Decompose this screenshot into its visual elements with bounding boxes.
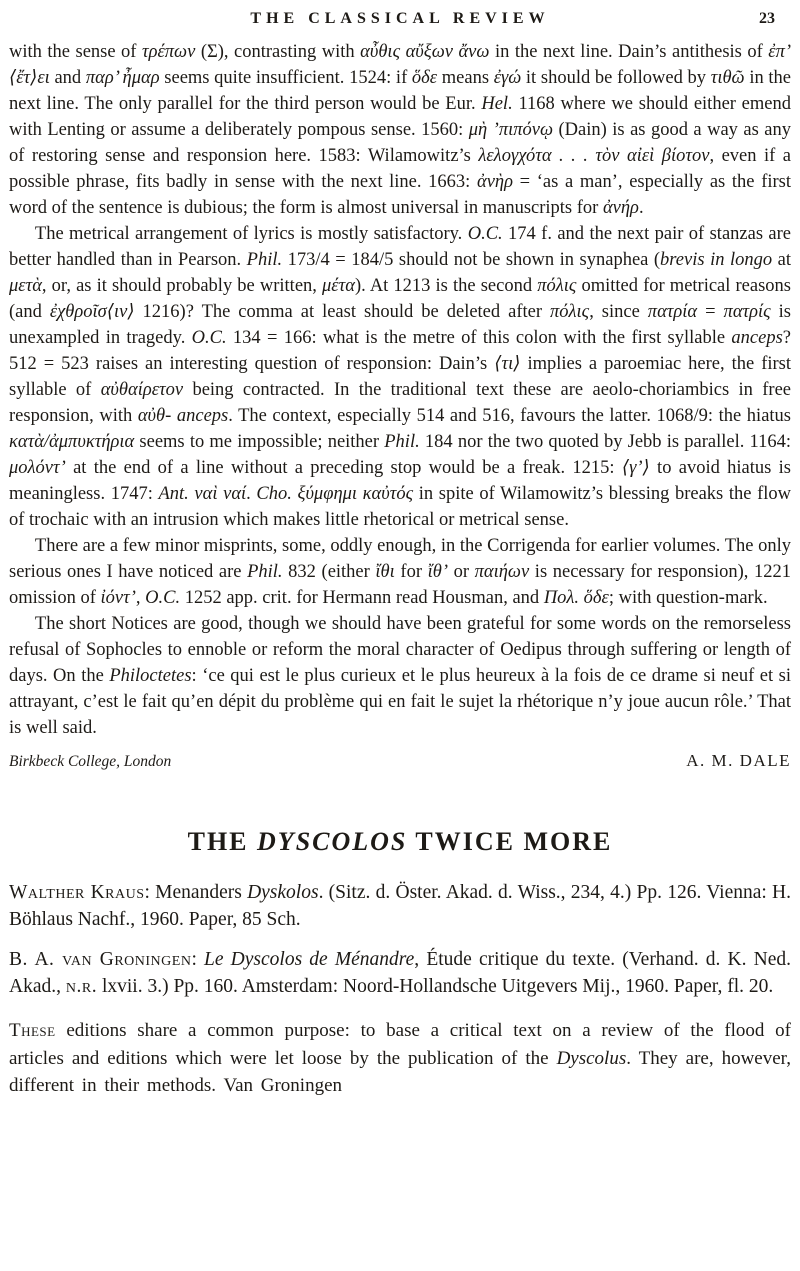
signature-row — [9, 751, 791, 771]
article-heading: THE DYSCOLOS TWICE MORE — [187, 827, 613, 856]
reviewer-name: A. M. DALE — [686, 751, 791, 770]
review-body — [9, 39, 791, 1100]
page-number: 23 — [759, 10, 775, 27]
reviewer-affiliation: Birkbeck College, London — [9, 753, 172, 770]
review-paragraph-4: The short Notices are good, though we should have been grateful for some words on the remorseless refusal of Sophocles to ennoble or reform the moral character of Oedipus through suffering or length of days. On the Philoctetes: ‘ce qui est le plus curieux et le plus heureux à la fois de ce drame si neuf et si attrayant, c’est le fait qu’en dépit du problème qui en fait le sujet la rhétorique n’y joue aucun rôle.’ That is well said. — [9, 614, 792, 738]
review-paragraph-1: with the sense of τρέπων (Σ), contrasting with αὖθις αὔξων ἄνω in the next line. Dain’s antithesis of ἐπ’ ⟨ἔτ⟩ει and παρ’ ἦμαρ seems quite insufficient. 1524: if ὅδε means ἐγώ it should be followed by τιθῶ in the next line. The only parallel for the third person would be Eur. Hel. 1168 where we should either emend with Lenting or assume a deliberately pompous sense. 1560: μὴ ’πιπόνῳ (Dain) is as good a way as any of restoring sense and responsion here. 1583: Wilamowitz’s λελογχότα . . . τὸν αἰεὶ βίοτον, even if a possible phrase, fits badly in sense with the next line. 1663: ἀνὴρ = ‘as a man’, especially as the first word of the sentence is dubious; the form is almost universal in manuscripts for ἀνήρ. — [9, 42, 791, 218]
journal-title: THE CLASSICAL REVIEW — [250, 10, 550, 27]
running-head — [9, 10, 791, 28]
article-opening-paragraph: These editions share a common purpose: to base a critical text on a review of the flood of articles and editions which were let loose by the publication of the Dyscolus. They are, however, different in their methods. Van Groningen — [9, 1020, 791, 1096]
review-paragraph-2: The metrical arrangement of lyrics is mostly satisfactory. O.C. 174 f. and the next pair of stanzas are better handled than in Pearson. Phil. 173/4 = 184/5 should not be shown in synaphea (brevis in longo at μετὰ, or, as it should probably be written, μέτα). At 1213 is the second πόλις omitted for metrical reasons (and ἐχθροῖσ⟨ιν⟩ 1216)? The comma at least should be deleted after πόλις, since πατρία = πατρίς is unexampled in tragedy. O.C. 134 = 166: what is the metre of this colon with the first syllable anceps? 512 = 523 raises an interesting question of responsion: Dain’s ⟨τι⟩ implies a paroemiac here, the first syllable of αὐθαίρετον being contracted. In the traditional text these are aeolo-choriambics in free responsion, with αὐθ- anceps. The context, especially 514 and 516, favours the latter. 1068/9: the hiatus κατὰ/ἀμπυκτήρια seems to me impossible; neither Phil. 184 nor the two quoted by Jebb is parallel. 1164: μολόντ’ at the end of a line without a preceding stop would be a freak. 1215: ⟨γ’⟩ to avoid hiatus is meaningless. 1747: Ant. ναὶ ναί. Cho. ξύμφημι καὐτός in spite of Wilamowitz’s blessing breaks the flow of trochaic with an intrusion which makes little rhetorical or metrical sense. — [9, 224, 792, 530]
bibliography-entry-van-groningen: B. A. van Groningen: Le Dyscolos de Ménandre, Étude critique du texte. (Verhand. d. K. Ned. Akad., n.r. lxvii. 3.) Pp. 160. Amsterdam: Noord-Hollandsche Uitgevers Mij., 1960. Paper, fl. 20. — [9, 949, 791, 997]
bibliography-entry-kraus: Walther Kraus: Menanders Dyskolos. (Sitz. d. Öster. Akad. d. Wiss., 234, 4.) Pp. 126. Vienna: H. Böhlaus Nachf., 1960. Paper, 85 Sch. — [9, 882, 791, 930]
review-paragraph-3: There are a few minor misprints, some, oddly enough, in the Corrigenda for earlier volumes. The only serious ones I have noticed are Phil. 832 (either ἴθι for ἴθ’ or παιήων is necessary for responsion), 1221 omission of ἰόντ’, O.C. 1252 app. crit. for Hermann read Housman, and Πολ. ὅδε; with question-mark. — [9, 536, 792, 608]
